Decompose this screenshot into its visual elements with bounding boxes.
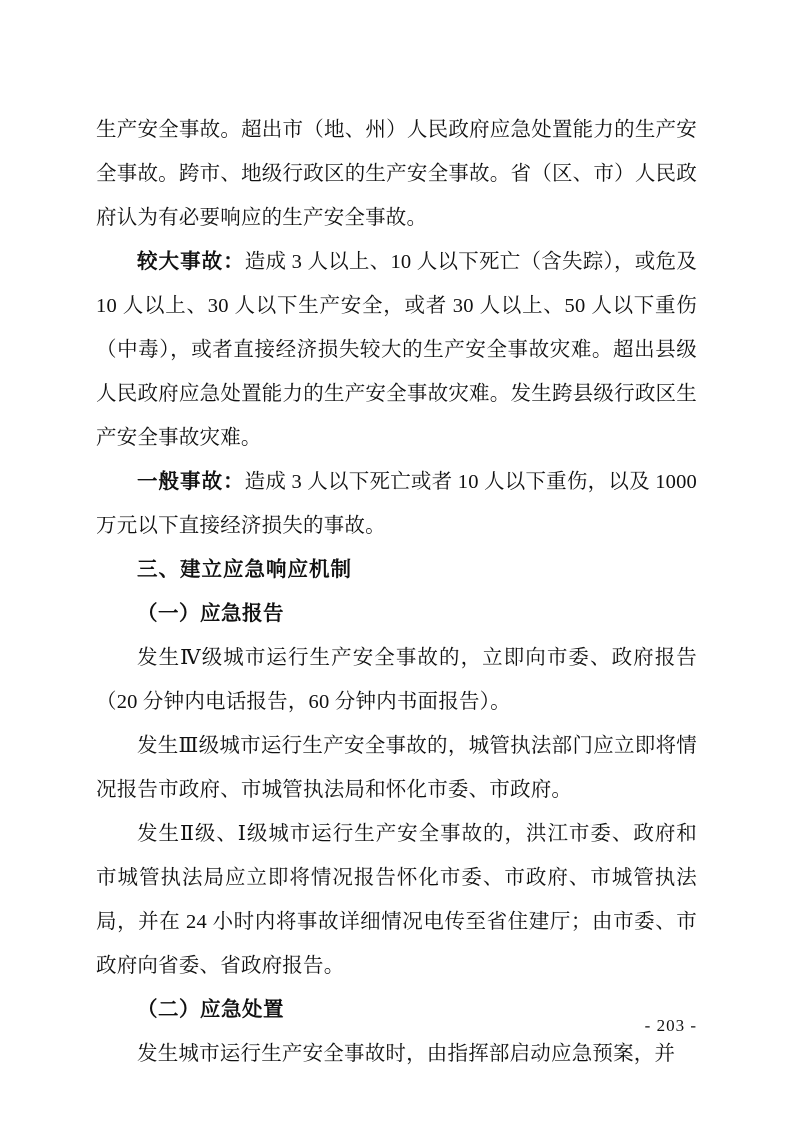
section-heading: 三、建立应急响应机制: [137, 559, 352, 581]
paragraph-report-level2-1: 发生Ⅱ级、Ⅰ级城市运行生产安全事故的，洪江市委、政府和市城管执法局应立即将情况报告怀化市委、市政府、市城管执法局，并在 24 小时内将事故详细情况电传至省住建厅；由市委、市政府向省委、省政府报告。: [96, 823, 697, 977]
paragraph-general-accident: [96, 460, 697, 548]
text-general-accident: 造成 3 人以下死亡或者 10 人以下重伤，以及 1000 万元以下直接经济损失的事故。: [96, 471, 697, 537]
label-general-accident: 一般事故：: [137, 471, 245, 493]
paragraph-report-level3: 发生Ⅲ级城市运行生产安全事故的，城管执法部门应立即将情况报告市政府、市城管执法局和怀化市委、市政府。: [96, 735, 697, 801]
paragraph-report-level4: 发生Ⅳ级城市运行生产安全事故的，立即向市委、政府报告（20 分钟内电话报告，60 分钟内书面报告）。: [96, 647, 697, 713]
paragraph-major-accident: [96, 240, 697, 460]
subsection-heading-handling: （二）应急处置: [137, 999, 284, 1021]
page-number: - 203 -: [644, 1016, 697, 1035]
paragraph-handling-intro: 发生城市运行生产安全事故时，由指挥部启动应急预案，并: [137, 1043, 676, 1065]
text-major-accident: 造成 3 人以上、10 人以下死亡（含失踪），或危及 10 人以上、30 人以下生产安全，或者 30 人以上、50 人以下重伤（中毒），或者直接经济损失较大的生产安全事故灾难。超出县级人民政府应急处置能力的生产安全事故灾难。发生跨县级行政区生产安全事故灾难。: [96, 251, 697, 449]
document-body: [96, 108, 697, 1076]
paragraph-continued-top: 生产安全事故。超出市（地、州）人民政府应急处置能力的生产安全事故。跨市、地级行政区的生产安全事故。省（区、市）人民政府认为有必要响应的生产安全事故。: [96, 119, 697, 229]
label-major-accident: 较大事故：: [137, 251, 245, 273]
subsection-heading-report: （一）应急报告: [137, 603, 284, 625]
